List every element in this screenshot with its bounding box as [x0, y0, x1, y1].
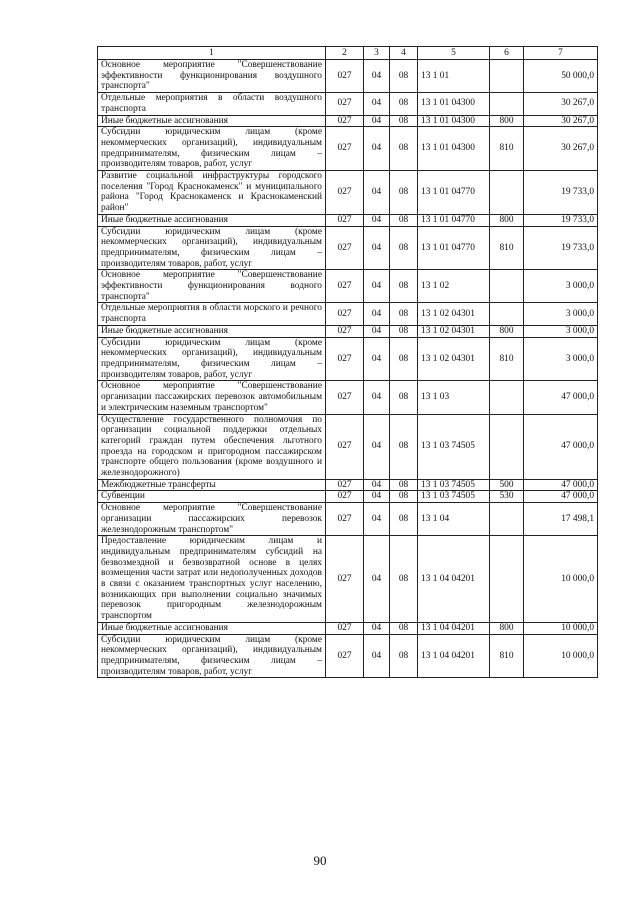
row-expense-type [490, 93, 524, 115]
row-target-article: 13 1 01 04770 [418, 171, 490, 215]
table-row [98, 503, 598, 536]
row-subsection: 08 [390, 634, 418, 678]
table-row [98, 226, 598, 270]
table-row [98, 93, 598, 115]
row-name: Основное мероприятие "Совершенствование эффективности функционирования воздушного транспорта" [98, 60, 326, 93]
row-admin-code: 027 [326, 479, 364, 491]
row-expense-type: 530 [490, 491, 524, 503]
row-section: 04 [364, 325, 390, 337]
row-section: 04 [364, 622, 390, 634]
row-name: Иные бюджетные ассигнования [98, 115, 326, 127]
table-row [98, 536, 598, 623]
row-target-article: 13 1 01 04300 [418, 115, 490, 127]
row-amount: 10 000,0 [524, 634, 598, 678]
row-name: Отдельные мероприятия в области морского и речного транспорта [98, 303, 326, 325]
row-amount: 47 000,0 [524, 414, 598, 479]
row-admin-code: 027 [326, 337, 364, 381]
row-expense-type: 810 [490, 634, 524, 678]
row-subsection: 08 [390, 381, 418, 414]
row-target-article: 13 1 04 04201 [418, 536, 490, 623]
row-expense-type [490, 414, 524, 479]
row-amount: 50 000,0 [524, 60, 598, 93]
row-subsection: 08 [390, 479, 418, 491]
row-admin-code: 027 [326, 622, 364, 634]
row-admin-code: 027 [326, 491, 364, 503]
row-amount: 3 000,0 [524, 303, 598, 325]
row-expense-type [490, 270, 524, 303]
row-section: 04 [364, 337, 390, 381]
row-amount: 47 000,0 [524, 479, 598, 491]
row-target-article: 13 1 02 [418, 270, 490, 303]
row-amount: 19 733,0 [524, 214, 598, 226]
row-section: 04 [364, 303, 390, 325]
row-name: Основное мероприятие "Совершенствование организации пассажирских перевозок железнодорожным транспортом" [98, 503, 326, 536]
header-row [98, 47, 598, 60]
row-subsection: 08 [390, 226, 418, 270]
row-name: Основное мероприятие "Совершенствование эффективности функционирования водного транспорта" [98, 270, 326, 303]
row-amount: 30 267,0 [524, 127, 598, 171]
row-expense-type: 500 [490, 479, 524, 491]
row-admin-code: 027 [326, 381, 364, 414]
row-name: Иные бюджетные ассигнования [98, 214, 326, 226]
row-target-article: 13 1 04 [418, 503, 490, 536]
row-admin-code: 027 [326, 226, 364, 270]
row-amount: 3 000,0 [524, 337, 598, 381]
row-admin-code: 027 [326, 270, 364, 303]
row-subsection: 08 [390, 93, 418, 115]
row-subsection: 08 [390, 171, 418, 215]
row-expense-type: 800 [490, 115, 524, 127]
row-amount: 10 000,0 [524, 622, 598, 634]
row-expense-type [490, 381, 524, 414]
row-expense-type: 810 [490, 127, 524, 171]
row-section: 04 [364, 634, 390, 678]
row-expense-type: 800 [490, 325, 524, 337]
col-header-6: 6 [490, 47, 524, 60]
row-section: 04 [364, 115, 390, 127]
table-row [98, 270, 598, 303]
col-header-4: 4 [390, 47, 418, 60]
row-target-article: 13 1 02 04301 [418, 337, 490, 381]
col-header-5: 5 [418, 47, 490, 60]
row-name: Межбюджетные трансферты [98, 479, 326, 491]
table-row [98, 622, 598, 634]
table-row [98, 337, 598, 381]
row-target-article: 13 1 02 04301 [418, 303, 490, 325]
table-row [98, 491, 598, 503]
row-section: 04 [364, 479, 390, 491]
row-expense-type: 800 [490, 622, 524, 634]
row-amount: 47 000,0 [524, 381, 598, 414]
row-name: Отдельные мероприятия в области воздушного транспорта [98, 93, 326, 115]
table-row [98, 303, 598, 325]
row-section: 04 [364, 381, 390, 414]
row-expense-type [490, 503, 524, 536]
row-target-article: 13 1 01 [418, 60, 490, 93]
row-amount: 3 000,0 [524, 270, 598, 303]
row-expense-type [490, 60, 524, 93]
row-subsection: 08 [390, 536, 418, 623]
row-name: Предоставление юридическим лицам и индивидуальным предпринимателям субсидий на безвозмездной и безвозвратной основе в целях возмещения части затрат или недополученных доходов в связи с оказанием транспортных услуг населению, возникающих при выполнении социально значимых перевозок пригородным железнодорожным транспортом [98, 536, 326, 623]
row-amount: 30 267,0 [524, 93, 598, 115]
row-subsection: 08 [390, 414, 418, 479]
table-row [98, 634, 598, 678]
row-target-article: 13 1 03 74505 [418, 479, 490, 491]
row-section: 04 [364, 60, 390, 93]
row-section: 04 [364, 127, 390, 171]
row-amount: 47 000,0 [524, 491, 598, 503]
row-admin-code: 027 [326, 93, 364, 115]
row-target-article: 13 1 01 04300 [418, 93, 490, 115]
row-target-article: 13 1 01 04770 [418, 226, 490, 270]
row-subsection: 08 [390, 270, 418, 303]
row-section: 04 [364, 491, 390, 503]
table-row [98, 381, 598, 414]
row-section: 04 [364, 536, 390, 623]
row-amount: 19 733,0 [524, 171, 598, 215]
row-section: 04 [364, 503, 390, 536]
row-admin-code: 027 [326, 60, 364, 93]
row-expense-type [490, 536, 524, 623]
table-row [98, 214, 598, 226]
row-name: Субсидии юридическим лицам (кроме некоммерческих организаций), индивидуальным предпринимателям, физическим лицам – производителям товаров, работ, услуг [98, 226, 326, 270]
row-admin-code: 027 [326, 127, 364, 171]
row-target-article: 13 1 04 04201 [418, 622, 490, 634]
row-name: Субсидии юридическим лицам (кроме некоммерческих организаций), индивидуальным предпринимателям, физическим лицам – производителям товаров, работ, услуг [98, 127, 326, 171]
row-admin-code: 027 [326, 414, 364, 479]
row-admin-code: 027 [326, 634, 364, 678]
row-amount: 17 498,1 [524, 503, 598, 536]
row-admin-code: 027 [326, 536, 364, 623]
table-row [98, 60, 598, 93]
row-section: 04 [364, 214, 390, 226]
table-row [98, 325, 598, 337]
row-target-article: 13 1 01 04300 [418, 127, 490, 171]
row-subsection: 08 [390, 337, 418, 381]
row-name: Субвенции [98, 491, 326, 503]
row-subsection: 08 [390, 503, 418, 536]
row-name: Субсидии юридическим лицам (кроме некоммерческих организаций), индивидуальным предпринимателям, физическим лицам – производителям товаров, работ, услуг [98, 337, 326, 381]
row-name: Иные бюджетные ассигнования [98, 325, 326, 337]
row-admin-code: 027 [326, 325, 364, 337]
budget-table [97, 46, 598, 678]
row-admin-code: 027 [326, 214, 364, 226]
row-name: Основное мероприятие "Совершенствование организации пассажирских перевозок автомобильным и электрическим наземным транспортом" [98, 381, 326, 414]
col-header-3: 3 [364, 47, 390, 60]
row-name: Осуществление государственного полномочия по организации социальной поддержки отдельных категорий граждан путем обеспечения льготного проезда на городском и пригородном пассажирском транспорте общего пользования (кроме воздушного и железнодорожного) [98, 414, 326, 479]
table-row [98, 479, 598, 491]
row-expense-type [490, 303, 524, 325]
col-header-2: 2 [326, 47, 364, 60]
col-header-1: 1 [98, 47, 326, 60]
row-target-article: 13 1 02 04301 [418, 325, 490, 337]
row-amount: 19 733,0 [524, 226, 598, 270]
row-subsection: 08 [390, 491, 418, 503]
row-admin-code: 027 [326, 115, 364, 127]
table-row [98, 127, 598, 171]
row-section: 04 [364, 414, 390, 479]
row-subsection: 08 [390, 115, 418, 127]
table-row [98, 115, 598, 127]
row-target-article: 13 1 03 74505 [418, 491, 490, 503]
row-section: 04 [364, 226, 390, 270]
row-section: 04 [364, 93, 390, 115]
table-row [98, 171, 598, 215]
row-amount: 10 000,0 [524, 536, 598, 623]
table-body [98, 60, 598, 678]
table-row [98, 414, 598, 479]
row-admin-code: 027 [326, 303, 364, 325]
row-admin-code: 027 [326, 171, 364, 215]
row-expense-type: 810 [490, 337, 524, 381]
row-section: 04 [364, 270, 390, 303]
row-subsection: 08 [390, 325, 418, 337]
row-subsection: 08 [390, 303, 418, 325]
row-admin-code: 027 [326, 503, 364, 536]
row-subsection: 08 [390, 127, 418, 171]
page-number: 90 [313, 853, 327, 868]
row-expense-type: 800 [490, 214, 524, 226]
row-target-article: 13 1 03 [418, 381, 490, 414]
row-amount: 30 267,0 [524, 115, 598, 127]
row-section: 04 [364, 171, 390, 215]
row-target-article: 13 1 01 04770 [418, 214, 490, 226]
row-name: Развитие социальной инфраструктуры городского поселения "Город Краснокаменск" и муниципального района "Город Краснокаменск и Краснокаменский район" [98, 171, 326, 215]
row-subsection: 08 [390, 60, 418, 93]
row-target-article: 13 1 04 04201 [418, 634, 490, 678]
row-subsection: 08 [390, 214, 418, 226]
row-name: Иные бюджетные ассигнования [98, 622, 326, 634]
col-header-7: 7 [524, 47, 598, 60]
row-subsection: 08 [390, 622, 418, 634]
row-name: Субсидии юридическим лицам (кроме некоммерческих организаций), индивидуальным предпринимателям, физическим лицам – производителям товаров, работ, услуг [98, 634, 326, 678]
row-expense-type [490, 171, 524, 215]
row-amount: 3 000,0 [524, 325, 598, 337]
row-expense-type: 810 [490, 226, 524, 270]
row-target-article: 13 1 03 74505 [418, 414, 490, 479]
